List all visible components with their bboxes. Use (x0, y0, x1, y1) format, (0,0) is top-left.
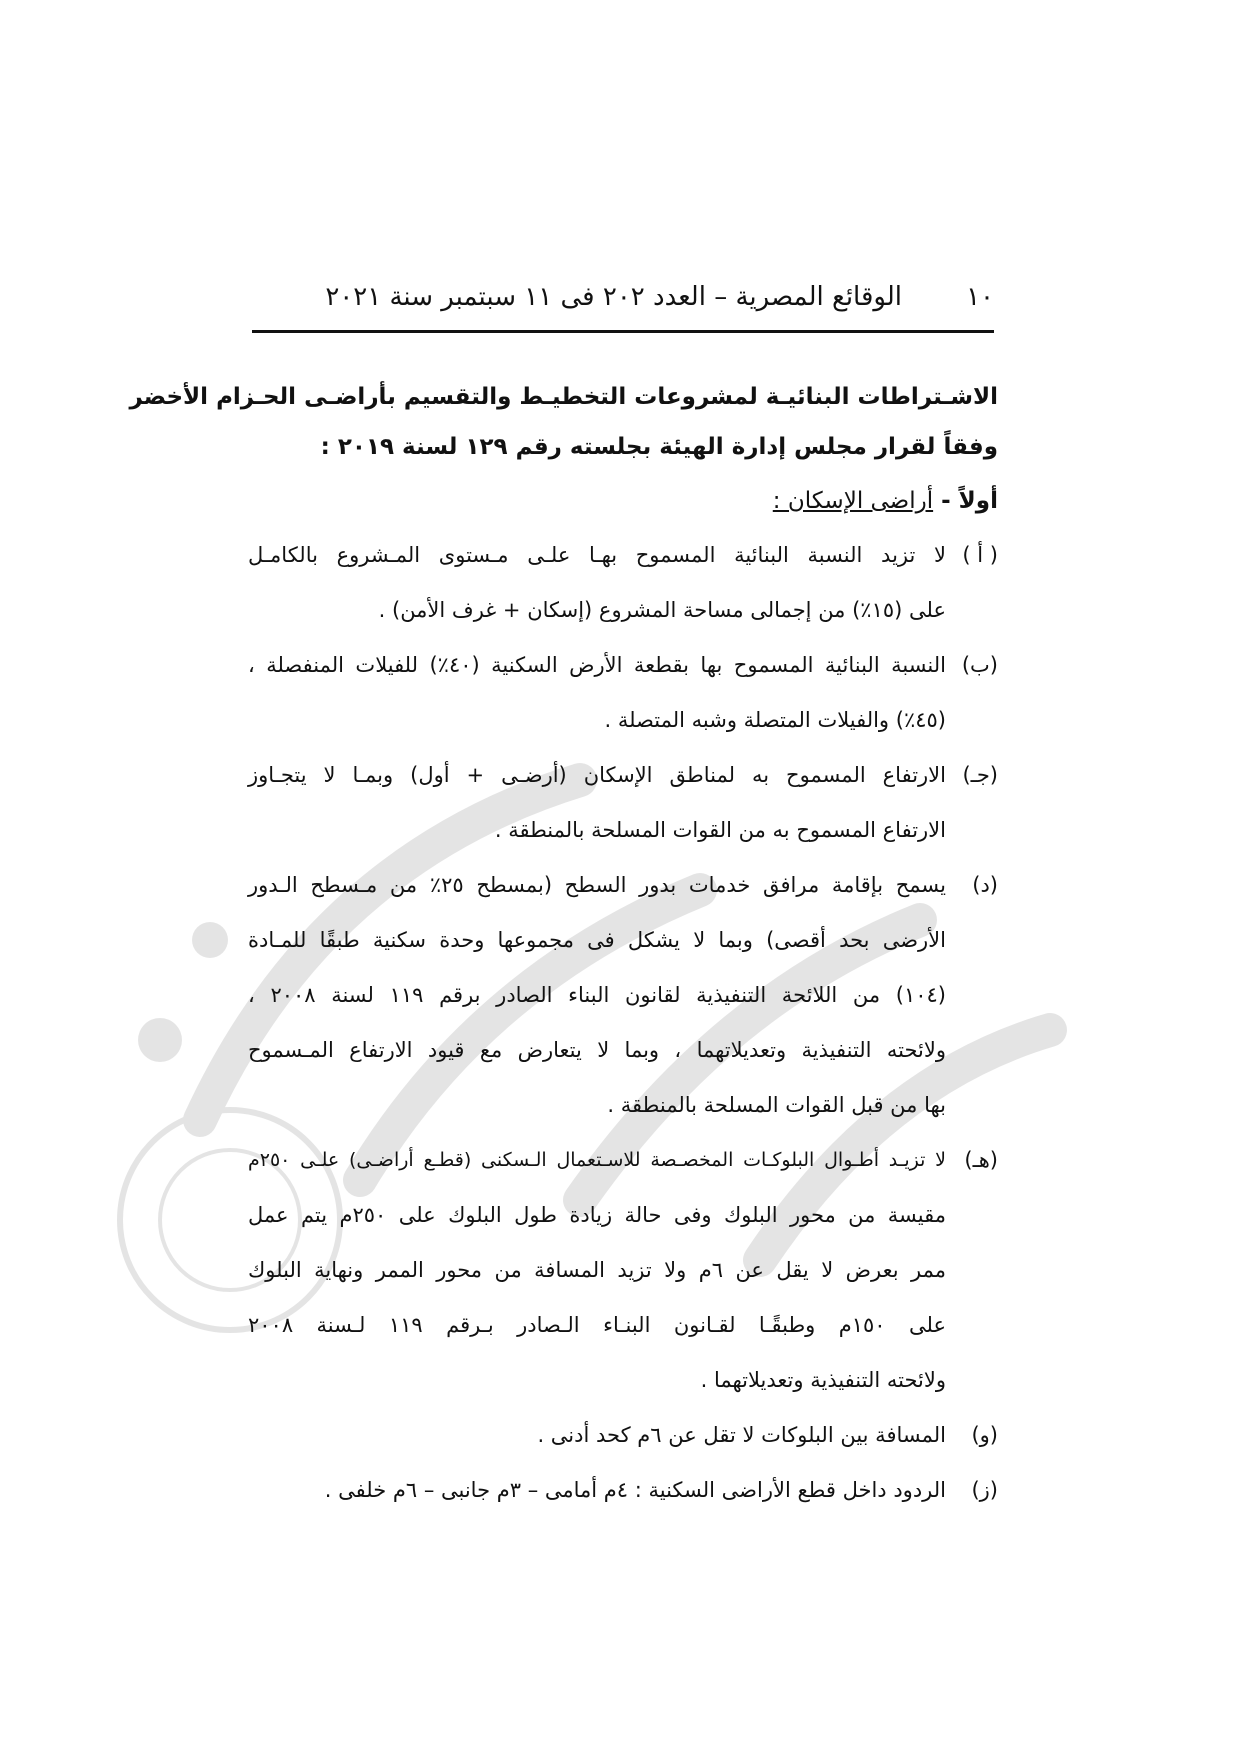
item-line: النسبة البنائية المسموح بها بقطعة الأرض السكنية (٤٠٪) للفيلات المنفصلة ، (248, 653, 946, 677)
list-item (248, 528, 998, 638)
item-line: على ١٥٠م وطبقًـا لقـانون البنـاء الـصادر بـرقم ١١٩ لـسنة ٢٠٠٨ (248, 1313, 946, 1337)
item-marker: (ب) (961, 653, 998, 677)
heading-line-1: الاشـتراطات البنائيـة لمشروعات التخطيـط والتقسيم بأراضـى الحـزام الأخضر (129, 384, 998, 410)
item-line: (٤٥٪) والفيلات المتصلة وشبه المتصلة . (604, 708, 946, 732)
item-line: لا تزيد النسبة البنائية المسموح بهـا علـى مـستوى المـشروع بالكامـل (248, 543, 946, 567)
item-marker: (جـ) (962, 763, 998, 787)
list-item (248, 1408, 998, 1463)
page-header (252, 282, 994, 326)
item-marker: (و) (971, 1423, 998, 1447)
item-line: ولائحته التنفيذية وتعديلاتهما . (700, 1368, 946, 1392)
item-line: ولائحته التنفيذية وتعديلاتهما ، وبما لا يتعارض مع قيود الارتفاع المـسموح (248, 1038, 946, 1062)
item-line: المسافة بين البلوكات لا تقل عن ٦م كحد أدنى . (537, 1423, 946, 1447)
item-line: على (١٥٪) من إجمالى مساحة المشروع (إسكان + غرف الأمن) . (378, 598, 946, 622)
item-line: الردود داخل قطع الأراضى السكنية : ٤م أمامى – ٣م جانبى – ٦م خلفى . (324, 1478, 946, 1502)
item-line: بها من قبل القوات المسلحة بالمنطقة . (607, 1093, 946, 1117)
item-marker: (ز) (971, 1478, 998, 1502)
item-line: (١٠٤) من اللائحة التنفيذية لقانون البناء الصادر برقم ١١٩ لسنة ٢٠٠٨ ، (248, 983, 946, 1007)
header-divider (252, 330, 994, 333)
item-line: الارتفاع المسموح به لمناطق الإسكان (أرضـى + أول) وبمـا لا يتجـاوز (248, 763, 946, 787)
list-item (248, 638, 998, 748)
item-marker: (هـ) (964, 1148, 998, 1172)
document-body (129, 372, 998, 1518)
item-line: يسمح بإقامة مرافق خدمات بدور السطح (بمسطح ٢٥٪ من مـسطح الـدور (248, 873, 946, 897)
section-title-text: أراضى الإسكان : (772, 488, 934, 514)
item-line: الارتفاع المسموح به من القوات المسلحة بالمنطقة . (494, 818, 946, 842)
item-marker: ( أ ) (962, 543, 998, 567)
item-line: مقيسة من محور البلوك وفى حالة زيادة طول البلوك على ٢٥٠م يتم عمل (248, 1203, 946, 1227)
item-line: الأرضى بحد أقصى) وبما لا يشكل فى مجموعها وحدة سكنية طبقًا للمـادة (248, 928, 946, 952)
list-item (248, 1133, 998, 1408)
list-item (248, 1463, 998, 1518)
list-item (248, 748, 998, 858)
header-title: الوقائع المصرية – العدد ٢٠٢ فى ١١ سبتمبر سنة ٢٠٢١ (325, 282, 902, 312)
item-line: ممر بعرض لا يقل عن ٦م ولا تزيد المسافة من محور الممر ونهاية البلوك (248, 1258, 946, 1282)
page-number: ١٠ (966, 282, 994, 312)
list-item (248, 858, 998, 1133)
heading-line-2: وفقاً لقرار مجلس إدارة الهيئة بجلسته رقم ١٢٩ لسنة ٢٠١٩ : (320, 434, 998, 460)
section-number: أولاً - (941, 488, 998, 514)
item-line: لا تزيـد أطـوال البلوكـات المخصـصة للاسـتعمال الـسكنى (قطـع أراضـى) علـى ٢٥٠م (248, 1149, 946, 1171)
item-marker: (د) (972, 873, 998, 897)
section-title (248, 474, 998, 528)
